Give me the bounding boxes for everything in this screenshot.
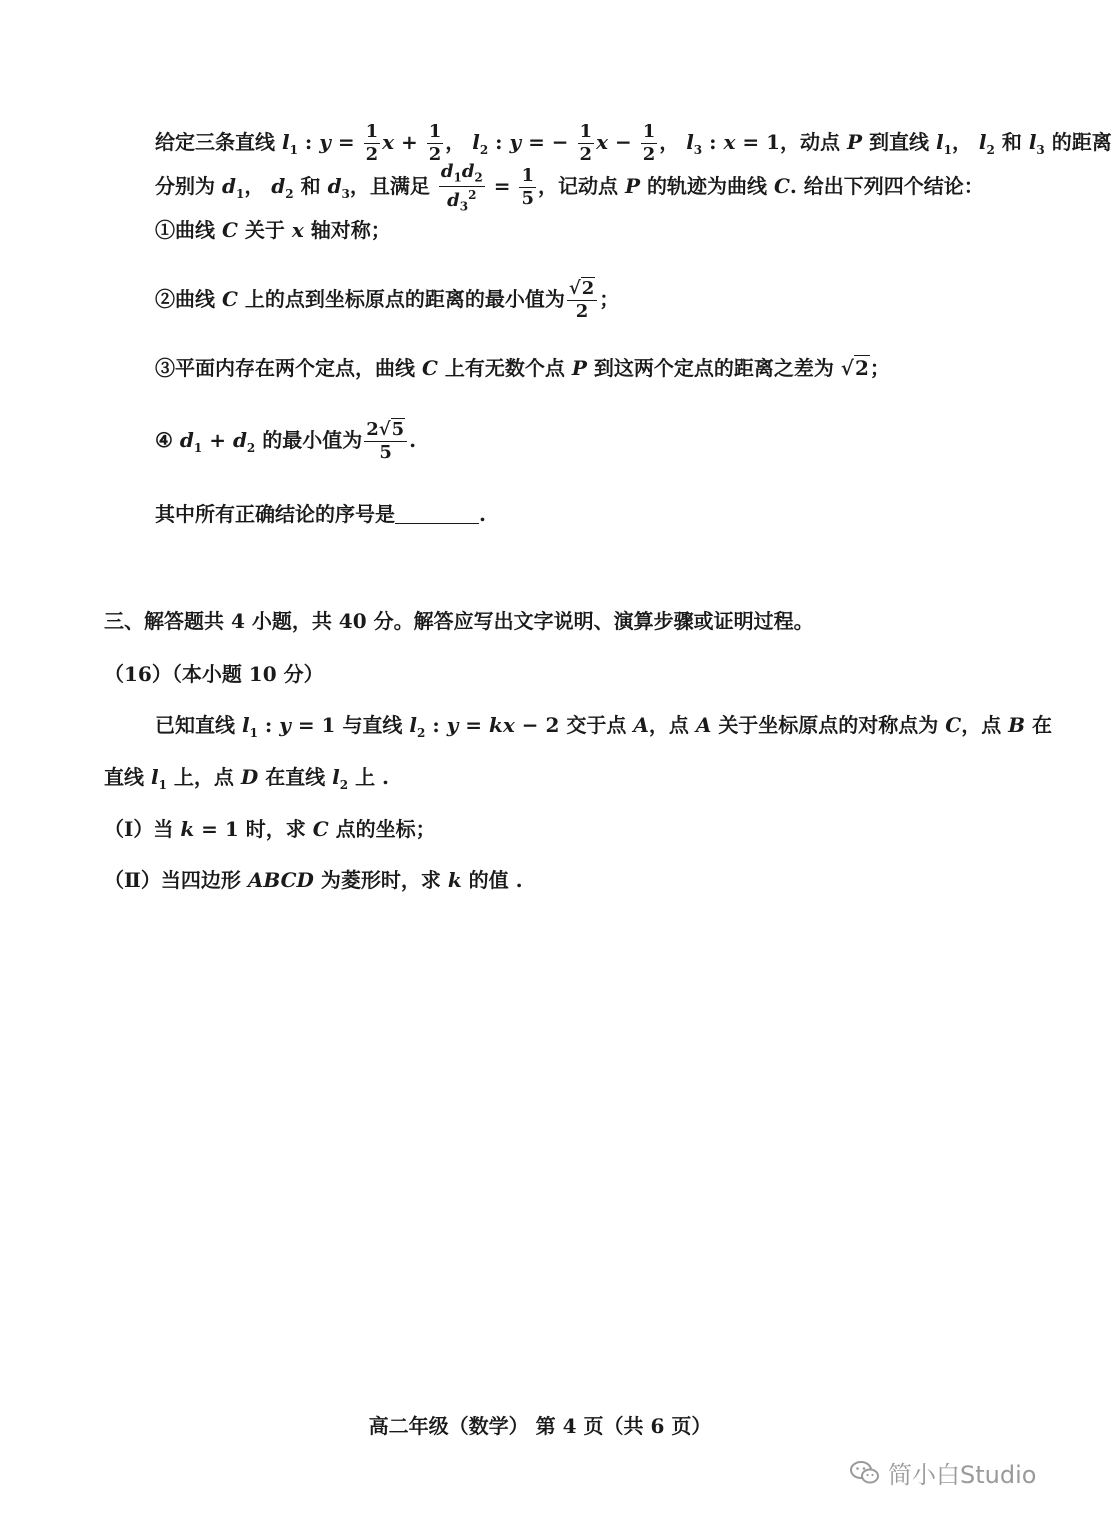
problem15-line1: 给定三条直线 $l_1$ : y = $\frac{1}{2}$ x + $\frac{1}{2}$ ， $l_2$ : y = − $\frac{1}{2}$ x − $\frac{1}{2}$ ， $l_3$ : x = 1，动点 P 到直线 $l_1$， $l_2$ 和 $l_3$ 的距离 — [155, 121, 1112, 165]
fraction: $\frac{1}{2}$ — [642, 121, 656, 165]
fraction: $\frac{1}{2}$ — [579, 121, 593, 165]
watermark — [850, 1455, 1036, 1490]
text: 的值 . — [468, 868, 523, 892]
problem16-label: （16）（本小题 10 分） — [104, 662, 324, 686]
text: 在 — [1032, 713, 1053, 737]
fraction: $\frac{1}{2}$ — [428, 121, 442, 165]
text: 上，点 — [173, 765, 234, 789]
text: ； — [599, 287, 620, 311]
text: 上的点到坐标原点的距离的最小值为 — [244, 287, 565, 311]
text: ； — [869, 356, 890, 380]
problem15-line2: 分别为 $d_1$， $d_2$ 和 $d_3$，且满足 $\frac{d_1d_2}{d_3^2}$ = $\frac{1}{5}$ ，记动点 P 的轨迹为曲线 C. 给出下列四个结论： — [155, 160, 984, 214]
fraction: $\frac{2√5}{5}$ — [364, 421, 407, 462]
text: 的轨迹为曲线 — [646, 174, 767, 198]
text: ，点 — [648, 713, 689, 737]
text: ， — [951, 130, 972, 154]
problem16-line2: 直线 $l_1$ 上，点 D 在直线 $l_2$ 上 . — [104, 765, 390, 792]
text: 时，求 — [245, 817, 306, 841]
fraction: $\frac{1}{5}$ — [521, 165, 534, 209]
text: 其中所有正确结论的序号是 — [155, 502, 395, 526]
text: 到直线 — [869, 130, 929, 154]
text: （Ⅱ）当四边形 — [104, 868, 241, 892]
fraction: $\frac{√2}{2}$ — [567, 280, 597, 321]
text: 关于 — [244, 218, 285, 242]
conclusion-2: ②曲线 C 上的点到坐标原点的距离的最小值为 $\frac{√2}{2}$ ； — [155, 278, 620, 322]
question-1: （Ⅰ）当 k = 1 时，求 C 点的坐标； — [104, 817, 436, 841]
wechat-icon — [850, 1460, 880, 1486]
text: 给定三条直线 — [155, 130, 275, 154]
fraction: $\frac{1}{2}$ — [365, 121, 379, 165]
text: . — [409, 428, 417, 452]
text: ，点 — [961, 713, 1002, 737]
section-heading: 三、解答题共 4 小题，共 40 分。解答应写出文字说明、演算步骤或证明过程。 — [104, 609, 814, 633]
text: ， — [244, 174, 265, 198]
text: ④ — [155, 428, 173, 452]
watermark-text: 简小白Studio — [888, 1461, 1037, 1489]
text: . 给出下列四个结论： — [789, 174, 984, 198]
text: 上 . — [355, 765, 390, 789]
text: 为菱形时，求 — [320, 868, 441, 892]
text: 直线 — [104, 765, 144, 789]
conclusion-3: ③平面内存在两个定点，曲线 C 上有无数个点 P 到这两个定点的距离之差为 √2； — [155, 356, 890, 380]
text: 的最小值为 — [262, 428, 363, 452]
problem16-line1: 已知直线 $l_1$ : y = 1 与直线 $l_2$ : y = kx − 2 交于点 A，点 A 关于坐标原点的对称点为 C，点 B 在 — [155, 713, 1053, 740]
text: （Ⅰ）当 — [104, 817, 174, 841]
text: ， — [659, 130, 680, 154]
text: 已知直线 — [155, 713, 235, 737]
conclusion-1: ①曲线 C 关于 x 轴对称； — [155, 218, 391, 242]
text: 和 — [300, 174, 321, 198]
text: ②曲线 — [155, 287, 215, 311]
text: 点的坐标； — [335, 817, 436, 841]
text: 在直线 — [265, 765, 326, 789]
text: 上有无数个点 — [444, 356, 565, 380]
text: . — [479, 502, 486, 526]
fraction: $\frac{d_1d_2}{d_3^2}$ — [440, 160, 483, 214]
text: ，记动点 — [538, 174, 618, 198]
answer-prompt — [155, 500, 486, 528]
text: 和 — [1001, 130, 1022, 154]
text: ，且满足 — [349, 174, 430, 198]
text: 到这两个定点的距离之差为 — [593, 356, 834, 380]
text: ①曲线 — [155, 218, 215, 242]
text: ，动点 — [780, 130, 841, 154]
text: 轴对称； — [310, 218, 391, 242]
text: 关于坐标原点的对称点为 — [718, 713, 939, 737]
text: ③平面内存在两个定点，曲线 — [155, 356, 415, 380]
page-footer: 高二年级（数学） 第 4 页（共 6 页） — [368, 1414, 712, 1438]
text: ， — [445, 130, 466, 154]
text: 交于点 — [566, 713, 627, 737]
conclusion-4: ④ $d_1 + d_2$ 的最小值为 $\frac{2√5}{5}$ . — [155, 419, 417, 463]
question-2: （Ⅱ）当四边形 ABCD 为菱形时，求 k 的值 . — [104, 868, 523, 892]
answer-blank[interactable] — [395, 503, 479, 524]
text: 与直线 — [342, 713, 403, 737]
text: 分别为 — [155, 174, 215, 198]
text: 的距离 — [1051, 130, 1112, 154]
